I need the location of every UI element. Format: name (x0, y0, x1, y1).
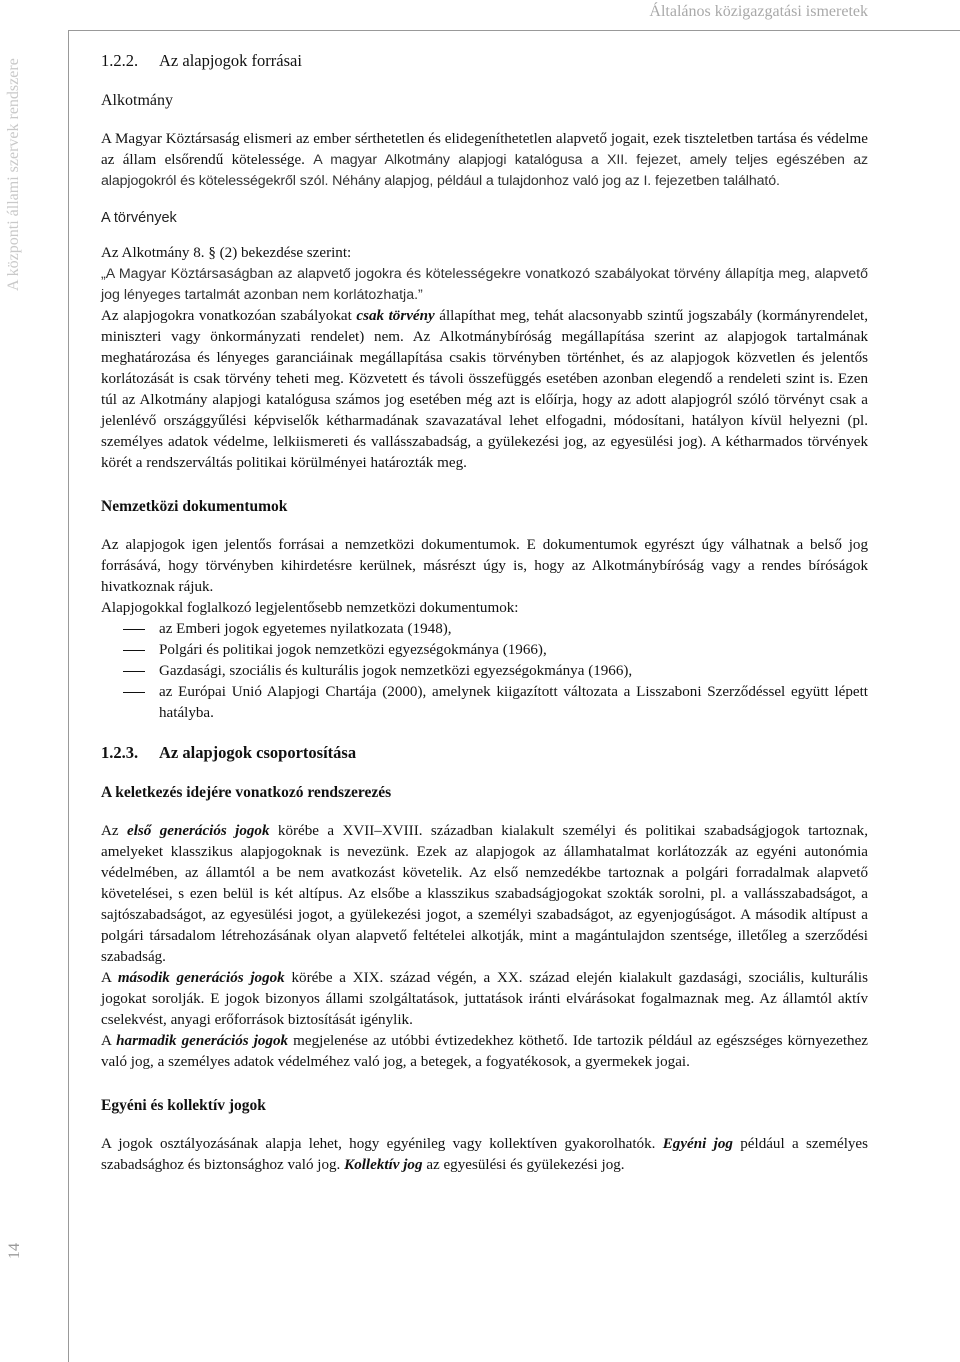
alkotmany-heading: Alkotmány (101, 92, 173, 109)
third-generation-term: harmadik generációs jogok (116, 1033, 289, 1049)
nemzetkozi-heading: Nemzetközi dokumentumok (101, 498, 288, 515)
first-generation-paragraph (101, 821, 868, 968)
section-number: 1.2.2. (101, 51, 139, 70)
p3-post: megjelenése az utóbbi évtizedekhez köthető. Ide tartozik például az egészséges környezethez való jog, a személyes adatok védelméhez való jog, a betegek, a fogyatékosok, a gyermekek jogai. (101, 1033, 868, 1070)
torvenyek-text-pre: Az alapjogokra vonatkozóan szabályokat (101, 308, 352, 324)
second-generation-term: második generációs jogok (117, 970, 285, 986)
alkotmany-text-b: A magyar Alkotmány alapjogi katalógusa a XII. fejezet, amely teljes egészében az alapjogokról és kötelességekről szól. (101, 152, 868, 189)
list-item: Polgári és politikai jogok nemzetközi egyezségokmánya (1966), (101, 640, 868, 661)
alkotmany-text-a: A Magyar Köztársaság elismeri az ember sérthetetlen és elidegeníthetetlen alapvető jogait, ezek tiszteletben tartása és védelme az állam elsőrendű kötelessége. (101, 131, 868, 168)
p1-pre: Az (101, 823, 119, 839)
alkotmany-paragraph (101, 129, 868, 192)
p2-post: körébe a XIX. század végén, a XX. század elején kialakult gazdasági, szociális, kulturális jogokat sorolják. E jogok bizonyos állami szolgáltatások, juttatások iránti elvárásokat fogalmaznak meg. Az államtól aktív cselekvést, anyagi erőforrások biztosítását igénylik. (101, 970, 868, 1028)
document-body (101, 50, 868, 1176)
egyeni-heading: Egyéni és kollektív jogok (101, 1097, 266, 1114)
section-number: 1.2.3. (101, 743, 139, 762)
nemzetkozi-list (101, 619, 868, 724)
p2-pre: A (101, 970, 112, 986)
alkotmany-quote: „A Magyar Köztársaságban az alapvető jogokra és kötelességekre vonatkozó szabályokat törvény állapítja meg, alapvető jog lényeges tartalmát azonban nem korlátozhatja.” (101, 266, 868, 303)
section-123-heading (101, 742, 868, 764)
egyeni-post: az egyesülési és gyülekezési jog. (426, 1157, 625, 1173)
torvenyek-emphasis: csak törvény (356, 308, 435, 324)
list-item: az Európai Unió Alapjogi Chartája (2000), amelynek kiigazított változata a Lisszaboni Szerződéssel együtt lépett hatályba. (101, 682, 868, 724)
header-rule (68, 30, 960, 31)
torvenyek-text-post: állapíthat meg, tehát alacsonyabb szintű jogszabály (kormányrendelet, miniszteri vagy önkormányzati rendelet) nem. Az Alkotmánybíróság megállapítása szerint az alapjogok tartalmának meghatározása és lényeges garanciáinak megállapítása csakis törvényben történhet, és az alapjogok közvetlen és jelentős korlátozását is csak törvény teheti meg. Közvetett és távoli összefüggés esetében azonban elegendő a rendeleti szint is. Ezen túl az Alkotmány alapjogi katalógusa számos jog esetében még azt is előírja, hogy az adott alapjogról szóló törvényt csak a jelenlévő országgyűlési képviselők kétharmadának szavazatával lehet elfogadni, módosítani, hatályon kívül helyezni (pl. személyes adatok védelme, lelkiismereti és vallásszabadság, a gyülekezési jog, az egyesülési jog). A kétharmados törvények körét a rendszerváltás politikai körülményei határozták meg. (101, 308, 868, 471)
torvenyek-paragraph (101, 306, 868, 474)
page-number: 14 (6, 1243, 23, 1259)
first-generation-term: első generációs jogok (127, 823, 270, 839)
section-title: Az alapjogok forrásai (159, 51, 302, 70)
egyeni-pre: A jogok osztályozásának alapja lehet, hogy egyénileg vagy kollektíven gyakorolhatók. (101, 1136, 656, 1152)
side-running-title: A központi állami szervek rendszere (5, 58, 22, 292)
egyeni-paragraph (101, 1134, 868, 1176)
p3-pre: A (101, 1033, 112, 1049)
egyeni-mid: például a személyes szabadsághoz és biztonsághoz való jog. (101, 1136, 869, 1173)
collective-right-term: Kollektív jog (344, 1157, 423, 1173)
section-title: Az alapjogok csoportosítása (159, 743, 357, 762)
p1-post: körébe a XVII–XVIII. században kialakult személyi és politikai szabadságjogok tartoznak, amelyeket klasszikus alapjogoknak is nevezünk. Ezek az alapjogok az államhatalmat korlátozzák az egyéni autonómia védelmében, az államtól a be nem avatkozást követelik. Az első nemzedékbe tartoznak a polgári forradalmak alapvető követelései, s ezen belül is két altípus. Az elsőbe a klasszikus szabadságjogokat szokták sorolni, pl. a vallásszabadságot, a sajtószabadságot, az egyesülési jogot, a gyülekezési jogot, a személyi szabadságot, az egyenjogúságot. A második altípust a polgári társadalom létrehozásának olyan alapvető feltételei alkotják, mint a magántulajdon szentsége, illetőleg a szerződési szabadság. (101, 823, 868, 965)
list-item: az Emberi jogok egyetemes nyilatkozata (1948), (101, 619, 868, 640)
section-122-heading (101, 50, 868, 72)
individual-right-term: Egyéni jog (662, 1136, 733, 1152)
nemzetkozi-paragraph: Az alapjogok igen jelentős forrásai a nemzetközi dokumentumok. E dokumentumok egyrészt úgy válhatnak a belső jog forrásává, hogy törvényben kihirdetésre kerülnek, másrészt úgy is, hogy az Alkotmánybíróság vagy a rendes bíróságok hivatkoznak rájuk. (101, 537, 868, 595)
second-generation-paragraph (101, 968, 868, 1031)
nemzetkozi-list-intro: Alapjogokkal foglalkozó legjelentősebb nemzetközi dokumentumok: (101, 600, 519, 616)
third-generation-paragraph (101, 1031, 868, 1073)
list-item: Gazdasági, szociális és kulturális jogok nemzetközi egyezségokmánya (1966), (101, 661, 868, 682)
running-header: Általános közigazgatási ismeretek (649, 3, 868, 20)
torvenyek-intro: Az Alkotmány 8. § (2) bekezdése szerint: (101, 245, 352, 261)
keletkezes-heading: A keletkezés idejére vonatkozó rendszerezés (101, 784, 392, 801)
side-rule (68, 30, 69, 1362)
alkotmany-text-c: Néhány alapjog, például a tulajdonhoz való jog az I. fejezetben található. (332, 173, 780, 189)
torvenyek-heading: A törvények (101, 210, 177, 226)
